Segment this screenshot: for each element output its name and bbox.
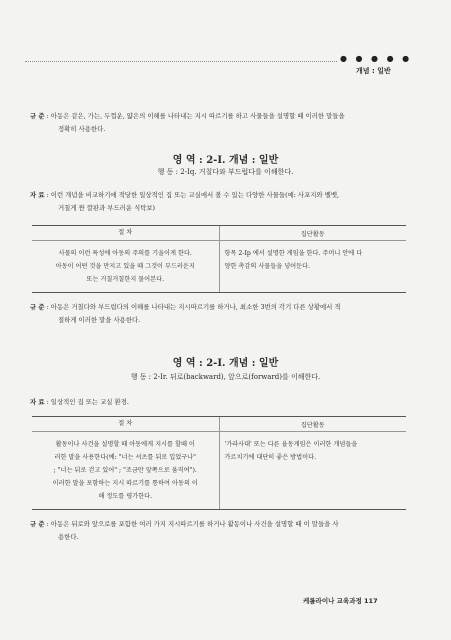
procedure-cell xyxy=(32,432,220,509)
procedure-line: 해 정도를 평가한다. xyxy=(98,493,153,500)
material-paragraph-1 xyxy=(30,189,410,215)
table-header-row xyxy=(32,417,406,432)
group-cell xyxy=(220,241,407,292)
header-dots: ● ● ● ● ● xyxy=(340,54,413,63)
activity-2: 행 동 : 2-Ⅰr. 뒤로(backward), 앞으로(forward)를 이해한다. xyxy=(130,373,321,381)
procedure-line: 또는 거칠거칠한지 물어본다. xyxy=(86,276,165,283)
table-header-procedure: 절 차 xyxy=(32,226,220,240)
procedure-line: 활동이나 사건을 설명할 때 아동에게 지시를 할때 이 xyxy=(55,441,195,448)
table-header-row xyxy=(32,226,406,241)
table-body-row xyxy=(32,432,406,509)
norm-text-cont: 용한다. xyxy=(58,533,79,541)
procedure-line: 이러한 말을 포함하는 지시 따르기를 통하여 아동의 이 xyxy=(52,480,198,487)
material-label: 자 료 xyxy=(30,191,45,199)
table-header-group: 집단활동 xyxy=(300,230,325,238)
norm-paragraph-2 xyxy=(30,518,410,544)
procedure-table-2 xyxy=(32,416,406,510)
table-header-group: 집단활동 xyxy=(300,421,325,429)
material-paragraph-2 xyxy=(30,396,410,409)
procedure-line: 사물의 이런 특성에 아동의 주의를 기울이게 한다. xyxy=(58,250,192,257)
norm-text: : 아동은 뒤로와 앞으로를 포함한 여러 가지 지시따르기를 하거나 활동이나 사건을 설명할 때 이 말들을 사 xyxy=(46,520,339,528)
rule-paragraph-1 xyxy=(30,110,410,136)
norm-label: 규 준 xyxy=(30,303,45,311)
procedure-line: 아동이 어떤 것을 만지고 있을 때 그것이 부드러운지 xyxy=(55,263,195,270)
material-text: : 이런 개념을 비교하기에 적당한 일상적인 집 또는 교실에서 볼 수 있는 다양한 사물들(예: 사포지와 벨벳, xyxy=(46,191,340,199)
group-cell xyxy=(220,432,407,509)
table-body-row xyxy=(32,241,406,292)
group-line: 양한 촉감의 사물들을 넣어둔다. xyxy=(224,263,311,270)
procedure-table-1 xyxy=(32,225,406,293)
group-line: 가르치기에 대단히 좋은 방법이다. xyxy=(224,454,317,461)
norm-text-cont: 절하게 이러한 말을 사용한다. xyxy=(58,316,141,324)
procedure-line: 러한 말을 사용한다(예: "너는 셔츠를 뒤로 입었구나" xyxy=(54,454,197,461)
rule-text: : 아동은 같은, 가는, 두껍운, 얇은의 이해를 나타내는 지시 따르기를 하고 사물들을 설명할 때 이러한 말들을 xyxy=(46,112,345,120)
rule-text-cont: 정확히 사용한다. xyxy=(58,125,106,133)
section-title-2: 영 역 : 2-Ⅰ. 개념 : 일반 xyxy=(172,358,279,369)
norm-paragraph-1 xyxy=(30,301,410,327)
activity-1: 행 동 : 2-Ⅰq. 거칠다와 부드럽다를 이해한다. xyxy=(157,168,294,176)
material-label: 자 료 xyxy=(30,398,45,406)
section-title-1: 영 역 : 2-Ⅰ. 개념 : 일반 xyxy=(172,155,279,166)
group-line: 항목 2-Ⅰp 에서 설명한 게임을 한다. 주머니 안에 다 xyxy=(224,250,363,257)
page-footer: 케롤라이나 교육과정 117 xyxy=(303,597,378,605)
norm-label: 규 준 xyxy=(30,520,45,528)
material-text: : 일상적인 집 또는 교실 환경. xyxy=(46,398,129,406)
header-dotted-line xyxy=(25,61,337,62)
table-header-procedure: 절 차 xyxy=(32,417,220,431)
header-label: 개념 : 일반 xyxy=(356,67,391,75)
material-text-cont: 거칠게 짠 깔판과 부드러운 식탁보) xyxy=(58,204,156,212)
procedure-line: ; "너는 뒤로 걷고 있어" ; "조금만 앞쪽으로 움직여"). xyxy=(53,467,197,474)
norm-text: : 아동은 거칠다와 부드럽다의 이해를 나타내는 지시따르기를 하거나, 최소한 3번의 각기 다른 상황에서 적 xyxy=(46,303,341,311)
group-line: '가라사대' 또는 다른 율동게임은 이러한 개념들을 xyxy=(224,441,358,448)
procedure-cell xyxy=(32,241,220,292)
rule-label: 규 준 xyxy=(30,112,45,120)
